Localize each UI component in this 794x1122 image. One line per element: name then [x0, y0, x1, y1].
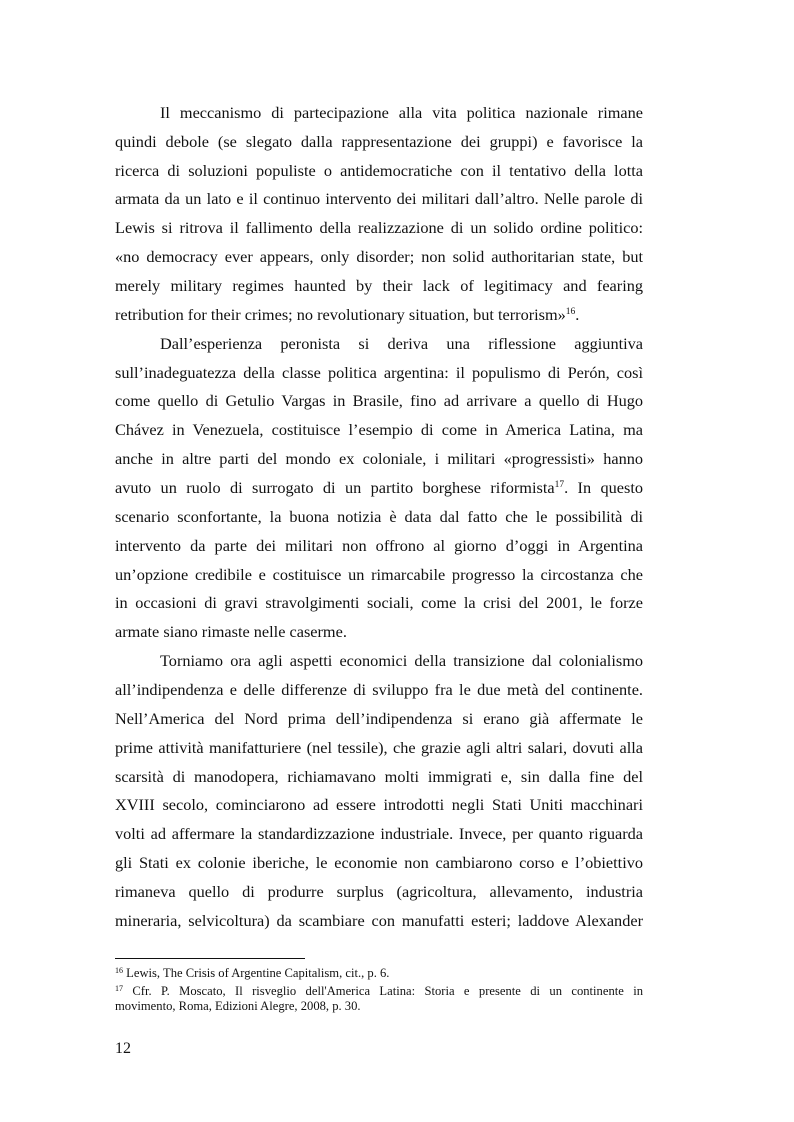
- body-line: volti ad affermare la standardizzazione industriale. Invece, per quanto riguarda: [115, 824, 643, 843]
- footnote-17-cont: movimento, Roma, Edizioni Alegre, 2008, p. 30.: [115, 999, 361, 1013]
- footnote-ref-16[interactable]: 16: [565, 307, 576, 317]
- body-line: Lewis si ritrova il fallimento della realizzazione di un solido ordine politico:: [115, 218, 643, 237]
- body-line: Dall’esperienza peronista si deriva una riflessione aggiuntiva: [160, 334, 643, 353]
- body-line: sull’inadeguatezza della classe politica argentina: il populismo di Perón, così: [115, 363, 643, 382]
- body-line: mineraria, selvicoltura) da scambiare con manufatti esteri; laddove Alexander: [115, 911, 643, 930]
- footnote-17: [115, 984, 643, 999]
- body-line: anche in altre parti del mondo ex coloniale, i militari «progressisti» hanno: [115, 449, 643, 468]
- period: .: [575, 305, 580, 324]
- body-line: [115, 478, 643, 498]
- body-line: XVIII secolo, cominciarono ad essere introdotti negli Stati Uniti macchinari: [115, 795, 643, 814]
- body-line: Chávez in Venezuela, costituisce l’esempio di come in America Latina, ma: [115, 420, 643, 439]
- body-line: Il meccanismo di partecipazione alla vita politica nazionale rimane: [160, 103, 643, 122]
- footnote-number: 17: [115, 984, 123, 993]
- body-line: scenario sconfortante, la buona notizia è data dal fatto che le possibilità di: [115, 507, 643, 526]
- body-line: Nell’America del Nord prima dell’indipendenza si erano già affermate le: [115, 709, 643, 728]
- body-line: armata da un lato e il continuo intervento dei militari dall’altro. Nelle parole di: [115, 189, 643, 208]
- body-line: scarsità di manodopera, richiamavano molti immigrati e, sin dalla fine del: [115, 767, 643, 786]
- body-line: merely military regimes haunted by their lack of legitimacy and fearing: [115, 276, 643, 295]
- body-line: Torniamo ora agli aspetti economici della transizione dal colonialismo: [160, 651, 643, 670]
- body-line: in occasioni di gravi stravolgimenti sociali, come la crisi del 2001, le forze: [115, 593, 643, 612]
- body-line: ricerca di soluzioni populiste o antidemocratiche con il tentativo della lotta: [115, 161, 643, 180]
- footnote-text: Lewis, The Crisis of Argentine Capitalism, cit., p. 6.: [126, 966, 390, 980]
- body-line-text: retribution for their crimes; no revolutionary situation, but terrorism»: [115, 305, 566, 324]
- page-number: 12: [115, 1040, 131, 1057]
- body-line: intervento da parte dei militari non offrono al giorno d’oggi in Argentina: [115, 536, 643, 555]
- footnote-ref-17[interactable]: 17: [554, 480, 565, 490]
- body-line: armate siano rimaste nelle caserme.: [115, 622, 347, 641]
- body-line: un’opzione credibile e costituisce un rimarcabile progresso la circostanza che: [115, 565, 643, 584]
- body-line: [115, 305, 643, 325]
- footnote-text: Cfr. P. Moscato, Il risveglio dell'America Latina: Storia e presente di un continente in: [132, 984, 644, 998]
- body-line-tail: . In questo: [564, 478, 643, 497]
- body-line: prime attività manifatturiere (nel tessile), che grazie agli altri salari, dovuti alla: [115, 738, 643, 757]
- footnote-number: 16: [115, 966, 123, 975]
- footnote-separator: [115, 958, 305, 959]
- body-line: quindi debole (se slegato dalla rappresentazione dei gruppi) e favorisce la: [115, 132, 643, 151]
- body-line: rimaneva quello di produrre surplus (agricoltura, allevamento, industria: [115, 882, 643, 901]
- body-line: gli Stati ex colonie iberiche, le economie non cambiarono corso e l’obiettivo: [115, 853, 643, 872]
- body-line: «no democracy ever appears, only disorder; non solid authoritarian state, but: [115, 247, 643, 266]
- footnote-16: [115, 966, 643, 981]
- body-line: all’indipendenza e delle differenze di sviluppo fra le due metà del continente.: [115, 680, 643, 699]
- body-line: come quello di Getulio Vargas in Brasile, fino ad arrivare a quello di Hugo: [115, 391, 643, 410]
- body-line-text: avuto un ruolo di surrogato di un partito borghese riformista: [115, 478, 555, 497]
